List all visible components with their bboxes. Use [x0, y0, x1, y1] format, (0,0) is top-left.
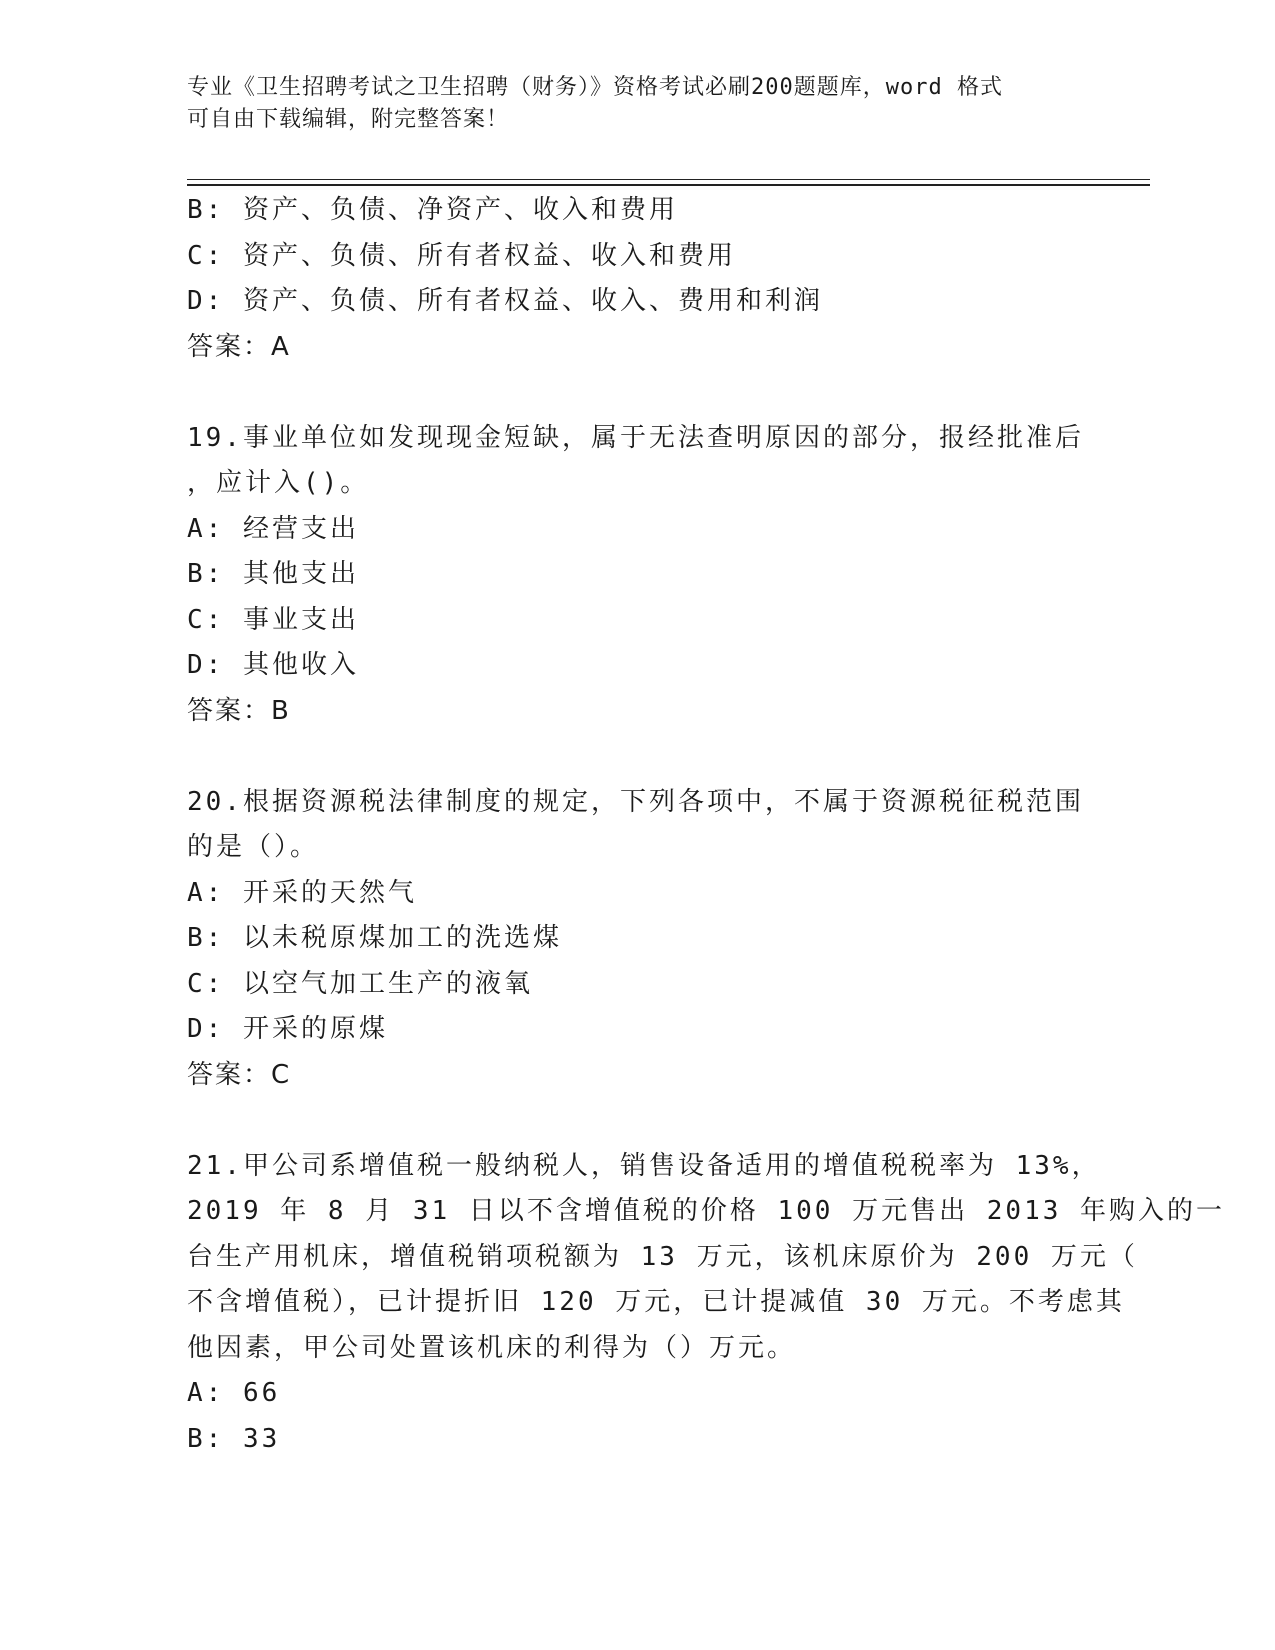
question-stem: 他因素，甲公司处置该机床的利得为（）万元。 — [187, 1332, 797, 1363]
spacer — [187, 370, 1087, 416]
question-21 — [187, 1144, 1226, 1463]
option-c: C: 资产、负债、所有者权益、收入和费用 — [187, 240, 736, 271]
question-19 — [187, 416, 1087, 735]
document-header — [187, 72, 1067, 136]
option-b: B: 33 — [187, 1423, 281, 1454]
header-divider-thin — [187, 179, 1150, 180]
option-a: A: 经营支出 — [187, 513, 359, 544]
header-line-2: 可自由下载编辑，附完整答案！ — [187, 107, 510, 132]
answer-line: 答案：A — [187, 331, 291, 362]
answer-line: 答案：C — [187, 1059, 292, 1090]
question-20 — [187, 780, 1087, 1099]
header-line-1: 专业《卫生招聘考试之卫生招聘（财务）》资格考试必刷200题题库，word 格式 — [187, 75, 1003, 100]
option-b: B: 资产、负债、净资产、收入和费用 — [187, 195, 678, 225]
option-a: A: 66 — [187, 1378, 281, 1408]
question-stem: 21.甲公司系增值税一般纳税人，销售设备适用的增值税税率为 13%， — [187, 1150, 1101, 1181]
option-b: B: 以未税原煤加工的洗选煤 — [187, 923, 562, 953]
option-d: D: 开采的原煤 — [187, 1014, 388, 1044]
spacer — [187, 734, 1087, 780]
question-stem: 19.事业单位如发现现金短缺，属于无法查明原因的部分，报经批准后 — [187, 422, 1084, 453]
answer-line: 答案：B — [187, 695, 291, 726]
option-c: C: 以空气加工生产的液氧 — [187, 968, 533, 999]
question-list — [187, 188, 1226, 1462]
question-stem: 台生产用机床，增值税销项税额为 13 万元，该机床原价为 200 万元（ — [187, 1241, 1138, 1272]
header-divider-thick — [187, 184, 1150, 186]
option-b: B: 其他支出 — [187, 559, 359, 589]
question-stem: 20.根据资源税法律制度的规定，下列各项中，不属于资源税征税范围 — [187, 786, 1084, 817]
option-d: D: 资产、负债、所有者权益、收入、费用和利润 — [187, 286, 823, 316]
option-a: A: 开采的天然气 — [187, 877, 417, 908]
prev-question-block — [187, 188, 1087, 370]
question-stem: ，应计入()。 — [187, 468, 370, 498]
option-c: C: 事业支出 — [187, 604, 359, 635]
spacer — [187, 1098, 1087, 1144]
question-stem: 不含增值税），已计提折旧 120 万元，已计提减值 30 万元。不考虑其 — [187, 1287, 1125, 1317]
question-stem: 2019 年 8 月 31 日以不含增值税的价格 100 万元售出 2013 年购入的一 — [187, 1196, 1226, 1226]
question-stem: 的是（）。 — [187, 832, 320, 862]
option-d: D: 其他收入 — [187, 650, 359, 680]
